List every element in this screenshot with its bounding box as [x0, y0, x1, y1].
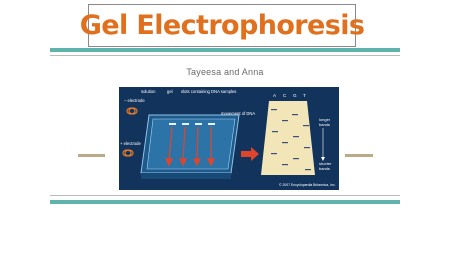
slide-title: Gel Electrophoresis — [79, 10, 365, 41]
label-shorter-bands: bands — [319, 166, 330, 171]
label-neg-electrode: – electrode — [124, 98, 145, 103]
lane-label-t: T — [303, 93, 306, 98]
lane-label-a: A — [273, 93, 277, 98]
gel-slab — [147, 119, 235, 169]
label-longer-bands: bands — [319, 122, 330, 127]
lane-label-g: G — [293, 93, 297, 98]
label-movement: movement of DNA — [221, 111, 256, 116]
top-rule — [50, 48, 400, 52]
lane-label-c: C — [283, 93, 287, 98]
tank-front — [141, 173, 231, 179]
slot — [182, 123, 189, 125]
label-pos-electrode: + electrode — [120, 141, 141, 146]
label-solution: solution — [141, 89, 156, 94]
slot — [169, 123, 176, 125]
left-dash — [78, 154, 105, 157]
label-gel: gel — [167, 89, 173, 94]
slot — [208, 123, 215, 125]
top-thin-rule — [50, 55, 400, 56]
right-dash — [345, 154, 373, 157]
electrophoresis-figure — [119, 87, 339, 190]
label-shorter: shorter — [319, 161, 332, 166]
title-box — [79, 4, 365, 47]
label-slots: slots containing DNA samples — [181, 89, 237, 94]
copyright-text: © 2007 Encyclopædia Britannica, Inc. — [279, 183, 336, 187]
electrophoresis-illustration — [119, 87, 339, 190]
bottom-thin-rule — [50, 195, 400, 196]
label-longer: longer — [319, 117, 331, 122]
bottom-rule — [50, 200, 400, 204]
gel-result — [261, 101, 315, 175]
slide-subtitle: Tayeesa and Anna — [186, 67, 264, 77]
slot — [195, 123, 202, 125]
